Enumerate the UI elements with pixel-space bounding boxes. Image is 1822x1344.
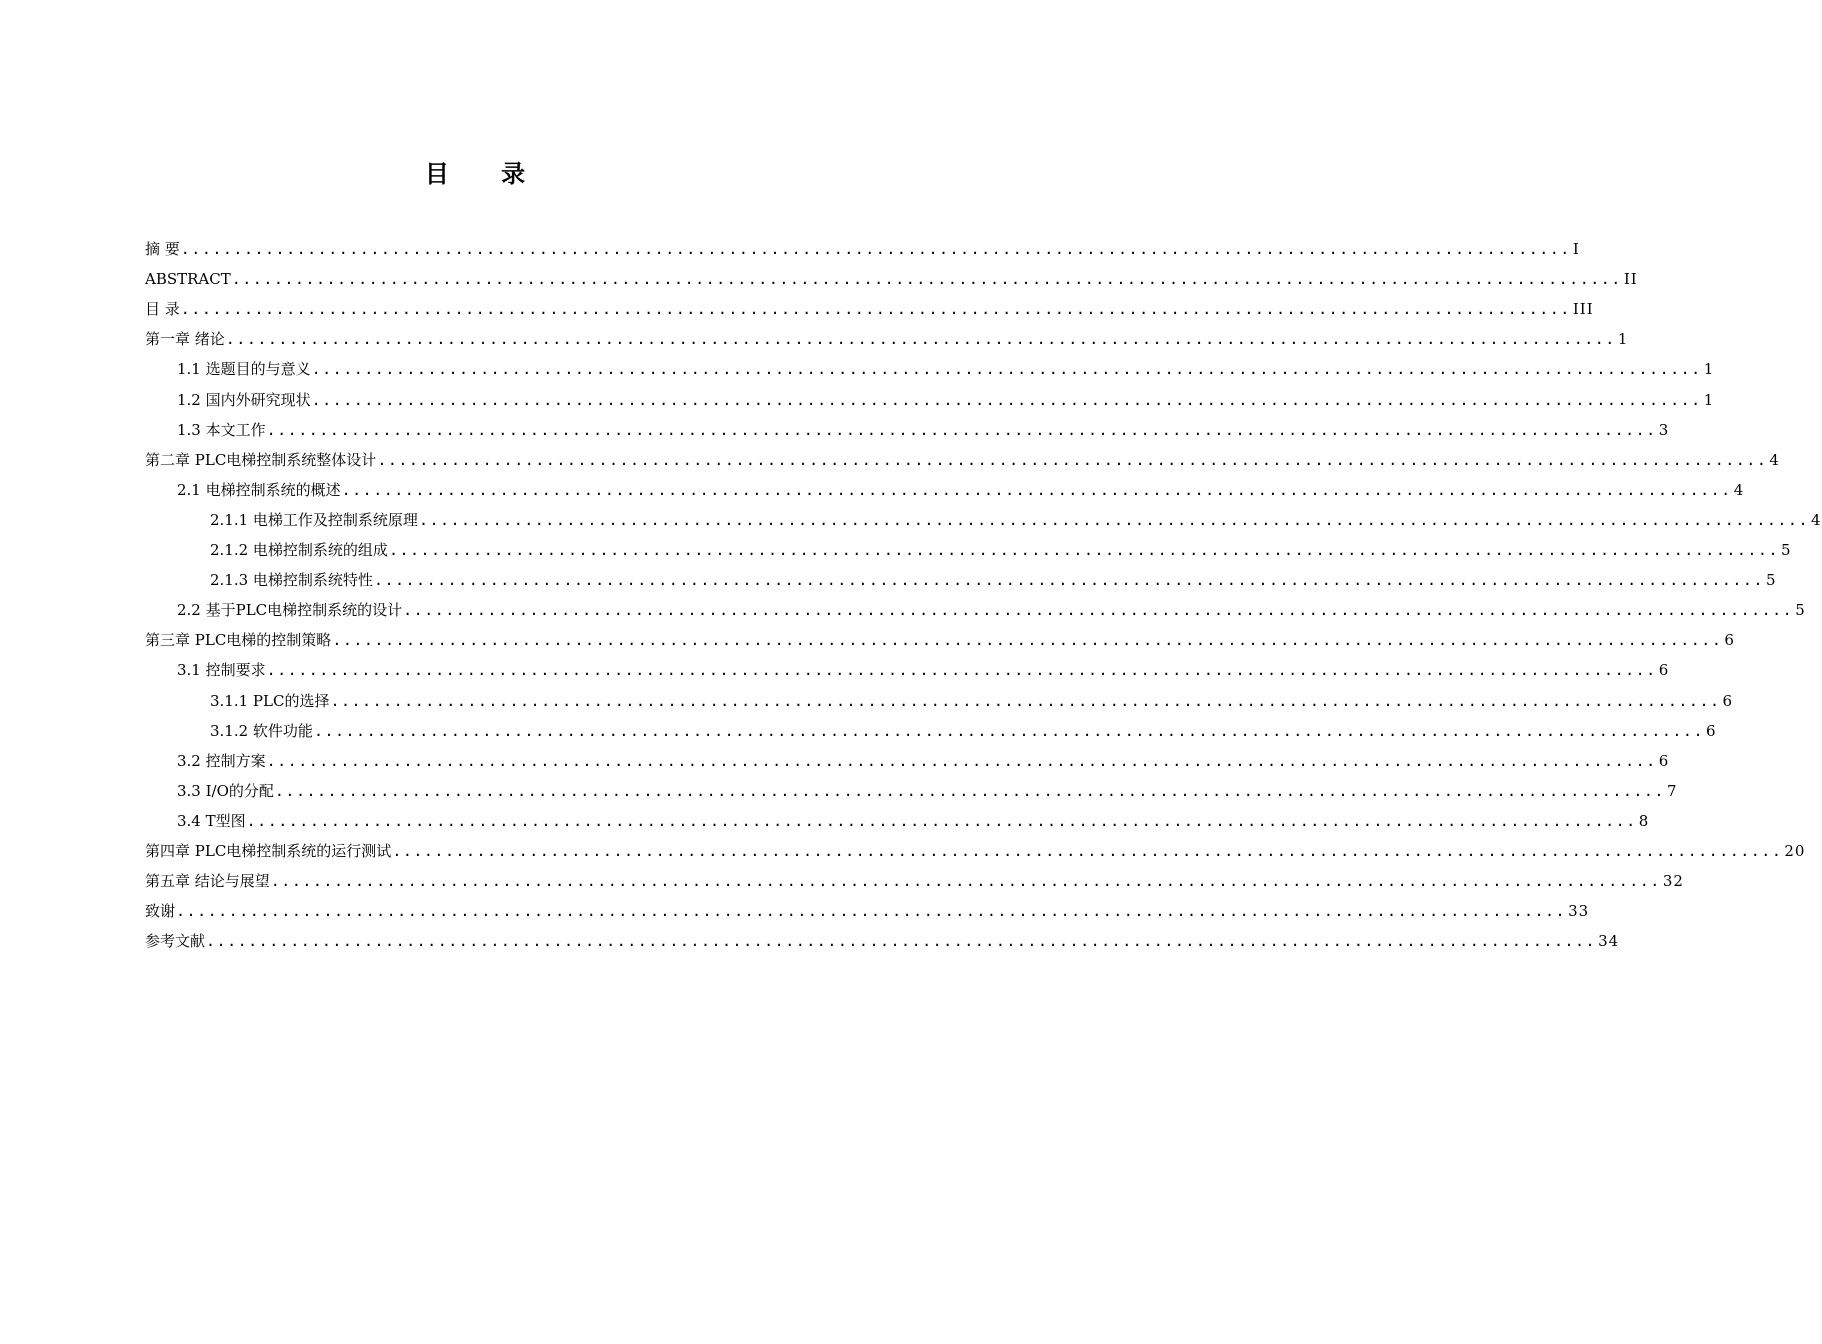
toc-entry-label: 3.1 控制要求 [177, 661, 266, 680]
toc-entry-page-number: 34 [1598, 932, 1620, 951]
toc-dot-leader: .................................................................................................................................... [377, 450, 1768, 469]
toc-entry[interactable] [145, 591, 1806, 621]
toc-entry-page-number: 3 [1658, 420, 1670, 439]
toc-entry[interactable] [145, 290, 1594, 320]
toc-entry-page-number: 20 [1784, 841, 1806, 860]
toc-entry[interactable] [145, 380, 1715, 410]
toc-entry-label: 1.2 国内外研究现状 [177, 390, 311, 409]
toc-dot-leader: .................................................................................................................................... [266, 420, 1657, 439]
toc-entry-label: 致谢 [145, 902, 176, 921]
toc-dot-leader: .................................................................................................................................... [206, 932, 1597, 951]
toc-entry[interactable] [145, 651, 1670, 681]
toc-entry[interactable] [145, 742, 1670, 772]
toc-dot-leader: .................................................................................................................................... [266, 661, 1657, 680]
toc-entry[interactable] [145, 892, 1590, 922]
toc-entry[interactable] [145, 621, 1735, 651]
toc-dot-leader: .................................................................................................................................... [180, 300, 1571, 319]
toc-dot-leader: .................................................................................................................................... [332, 631, 1723, 650]
toc-entry-page-number: I [1572, 240, 1580, 259]
toc-entry[interactable] [145, 471, 1745, 501]
toc-entry-label: 第五章 结论与展望 [145, 872, 270, 891]
toc-entry[interactable] [145, 531, 1792, 561]
toc-entry-label: 3.1.1 PLC的选择 [210, 691, 330, 710]
toc-entry-page-number: 5 [1795, 601, 1806, 620]
toc-entry-label: 2.1.2 电梯控制系统的组成 [210, 541, 388, 560]
toc-entry-page-number: III [1572, 300, 1594, 319]
toc-entry[interactable] [145, 712, 1717, 742]
toc-entry-page-number: 1 [1617, 330, 1629, 349]
toc-entry-page-number: 4 [1811, 510, 1822, 529]
toc-entry[interactable] [145, 260, 1638, 290]
toc-entry-page-number: 6 [1658, 661, 1670, 680]
toc-entry-label: 3.3 I/O的分配 [177, 781, 274, 800]
toc-entry-label: 第一章 绪论 [145, 330, 225, 349]
toc-dot-leader: .................................................................................................................................... [403, 601, 1794, 620]
toc-dot-leader: .................................................................................................................................... [231, 270, 1622, 289]
toc-entry[interactable] [145, 320, 1629, 350]
toc-entry-page-number: 6 [1724, 631, 1735, 650]
toc-dot-leader: .................................................................................................................................... [341, 480, 1732, 499]
toc-entry-page-number: 8 [1638, 811, 1650, 830]
toc-entry[interactable] [145, 501, 1822, 531]
toc-entry[interactable] [145, 350, 1715, 380]
toc-entry-label: 目 录 [145, 300, 180, 319]
toc-entry-page-number: 4 [1769, 450, 1780, 469]
toc-dot-leader: .................................................................................................................................... [373, 571, 1764, 590]
toc-entry-label: 3.4 T型图 [177, 811, 246, 830]
toc-entry-label: ABSTRACT [145, 270, 231, 289]
toc-entry-page-number: 33 [1568, 902, 1590, 921]
toc-entry[interactable] [145, 230, 1580, 260]
toc-dot-leader: .................................................................................................................................... [311, 360, 1702, 379]
toc-entry[interactable] [145, 772, 1678, 802]
toc-entry[interactable] [145, 922, 1620, 952]
toc-dot-leader: .................................................................................................................................... [330, 691, 1721, 710]
toc-dot-leader: .................................................................................................................................... [418, 510, 1809, 529]
toc-dot-leader: .................................................................................................................................... [180, 240, 1571, 259]
toc-entry-label: 摘 要 [145, 240, 180, 259]
toc-dot-leader: .................................................................................................................................... [274, 781, 1665, 800]
toc-dot-leader: .................................................................................................................................... [311, 390, 1702, 409]
toc-entry[interactable] [145, 561, 1777, 591]
toc-entry[interactable] [145, 681, 1734, 711]
toc-entry-page-number: 7 [1666, 781, 1678, 800]
toc-entry-label: 第三章 PLC电梯的控制策略 [145, 631, 332, 650]
toc-entry-label: 参考文献 [145, 932, 206, 951]
toc-dot-leader: .................................................................................................................................... [246, 811, 1637, 830]
toc-entry[interactable] [145, 802, 1650, 832]
toc-entry-label: 2.1.1 电梯工作及控制系统原理 [210, 510, 418, 529]
toc-entry-label: 3.1.2 软件功能 [210, 721, 313, 740]
toc-entry-page-number: II [1623, 270, 1638, 289]
toc-entry-page-number: 6 [1706, 721, 1717, 740]
toc-entry-page-number: 6 [1658, 751, 1670, 770]
toc-entry-page-number: 1 [1703, 360, 1715, 379]
toc-entry-label: 第四章 PLC电梯控制系统的运行测试 [145, 841, 392, 860]
toc-entry-label: 3.2 控制方案 [177, 751, 266, 770]
page-title: 目 录 [424, 160, 548, 188]
toc-entry-page-number: 6 [1722, 691, 1734, 710]
toc-entry-page-number: 5 [1781, 541, 1792, 560]
toc-entry-label: 1.3 本文工作 [177, 420, 266, 439]
toc-entry-label: 第二章 PLC电梯控制系统整体设计 [145, 450, 377, 469]
toc-entry-page-number: 1 [1703, 390, 1715, 409]
toc-entry[interactable] [145, 441, 1780, 471]
toc-dot-leader: .................................................................................................................................... [313, 721, 1704, 740]
table-of-contents [145, 230, 1822, 952]
toc-entry-label: 1.1 选题目的与意义 [177, 360, 311, 379]
toc-entry-label: 2.2 基于PLC电梯控制系统的设计 [177, 601, 403, 620]
toc-dot-leader: .................................................................................................................................... [388, 541, 1779, 560]
toc-entry[interactable] [145, 411, 1670, 441]
toc-entry-page-number: 32 [1662, 872, 1684, 891]
toc-entry[interactable] [145, 862, 1684, 892]
toc-dot-leader: .................................................................................................................................... [392, 841, 1783, 860]
toc-entry-page-number: 5 [1766, 571, 1777, 590]
toc-entry[interactable] [145, 832, 1806, 862]
toc-dot-leader: .................................................................................................................................... [270, 872, 1661, 891]
toc-dot-leader: .................................................................................................................................... [225, 330, 1616, 349]
toc-entry-page-number: 4 [1733, 480, 1745, 499]
toc-dot-leader: .................................................................................................................................... [176, 902, 1567, 921]
toc-entry-label: 2.1.3 电梯控制系统特性 [210, 571, 373, 590]
toc-dot-leader: .................................................................................................................................... [266, 751, 1657, 770]
toc-entry-label: 2.1 电梯控制系统的概述 [177, 480, 341, 499]
